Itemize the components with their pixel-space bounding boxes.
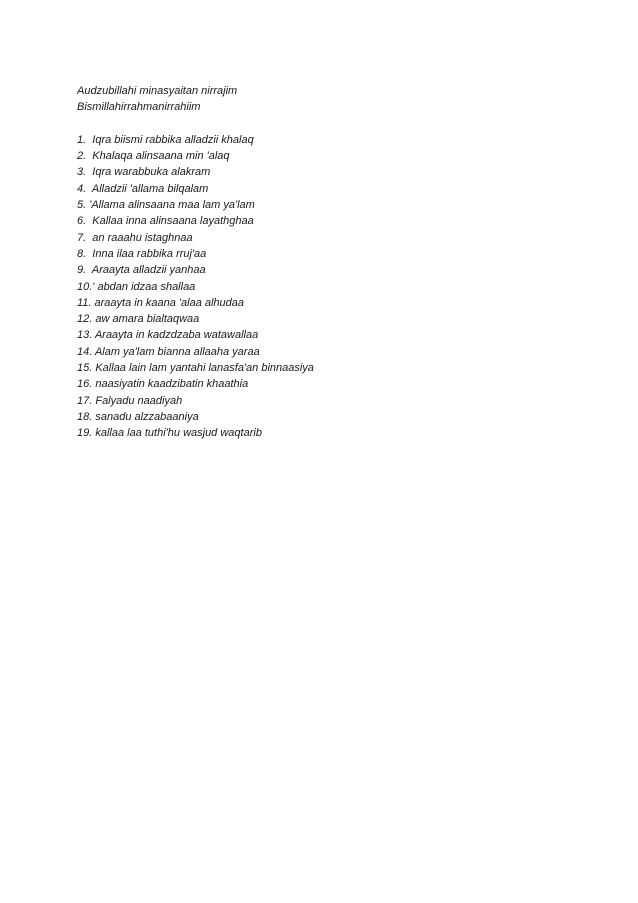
verse-line: 8. Inna ilaa rabbika rruj'aa bbox=[77, 247, 207, 260]
verse-line: 15. Kallaa lain lam yantahi lanasfa'an binnaasiya bbox=[77, 362, 314, 375]
verse-line: 4. Alladzii 'allama bilqalam bbox=[77, 182, 209, 195]
verse-line: 12. aw amara bialtaqwaa bbox=[77, 313, 200, 326]
verse-line: 10.' abdan idzaa shallaa bbox=[77, 280, 196, 293]
paragraph-gap bbox=[77, 116, 557, 132]
document-body bbox=[77, 83, 557, 442]
verse-line: 17. Falyadu naadiyah bbox=[77, 394, 183, 407]
verse-line: 2. Khalaqa alinsaana min 'alaq bbox=[77, 150, 230, 163]
verse-line: 14. Alam ya'lam bianna allaaha yaraa bbox=[77, 345, 260, 358]
verse-line: 1. Iqra biismi rabbika alladzii khalaq bbox=[77, 133, 254, 146]
verse-line: 18. sanadu alzzabaaniya bbox=[77, 410, 199, 423]
verse-line: 5. 'Allama alinsaana maa lam ya'lam bbox=[77, 199, 255, 212]
verse-line: 9. Araayta alladzii yanhaa bbox=[77, 264, 206, 277]
verse-line: 19. kallaa laa tuthi'hu wasjud waqtarib bbox=[77, 427, 262, 440]
verse-line: 16. naasiyatin kaadzibatin khaathia bbox=[77, 378, 249, 391]
verse-line: 7. an raaahu istaghnaa bbox=[77, 231, 193, 244]
verse-line: 6. Kallaa inna alinsaana layathghaa bbox=[77, 215, 254, 228]
verse-line: 3. Iqra warabbuka alakram bbox=[77, 166, 211, 179]
verse-line: 13. Araayta in kadzdzaba watawallaa bbox=[77, 329, 259, 342]
opening-line: Audzubillahi minasyaitan nirrajim bbox=[77, 85, 238, 97]
verse-line: 11. araayta in kaana 'alaa alhudaa bbox=[77, 296, 245, 309]
opening-line: Bismillahirrahmanirrahiim bbox=[77, 101, 201, 114]
